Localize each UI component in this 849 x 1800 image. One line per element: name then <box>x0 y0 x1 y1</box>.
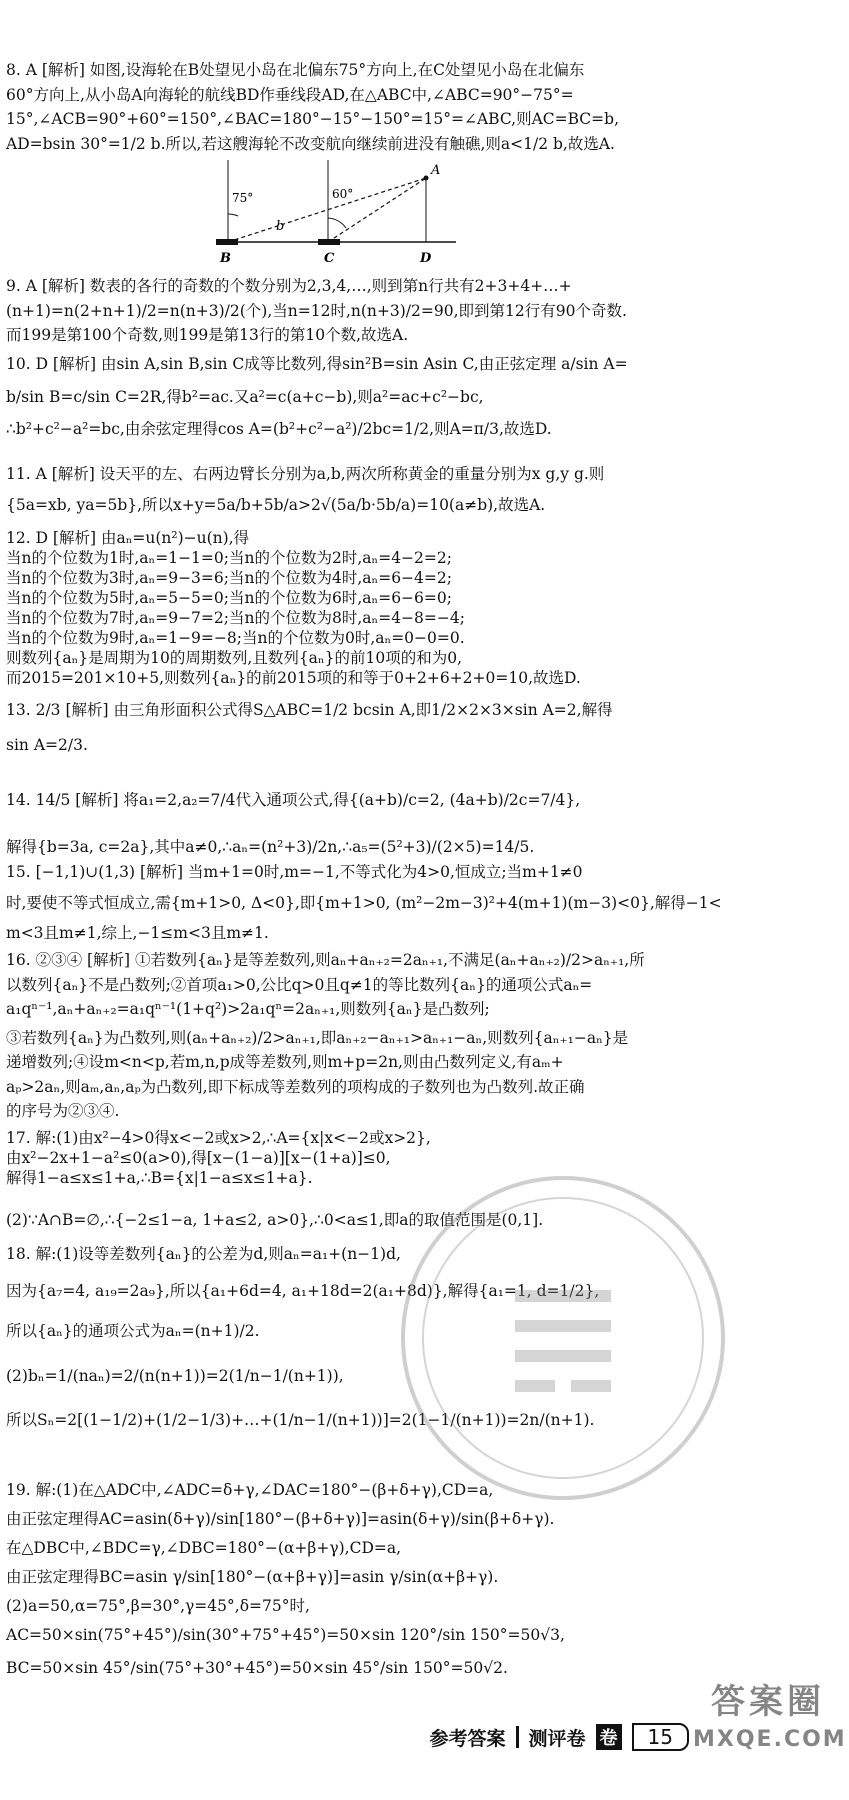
answer-11 <box>6 462 842 517</box>
answer-12-line-6: 当n的个位数为9时,aₙ=1−9=−8;当n的个位数为0时,aₙ=0−0=0. <box>6 629 465 647</box>
answer-15-line-2: 时,要使不等式恒成立,需{m+1>0, Δ<0},即{m+1>0, (m²−2m−3)²+4(m+1)(m−3)<0},解得−1< <box>6 893 722 912</box>
ship-island-diagram <box>220 160 498 268</box>
answer-12-line-3: 当n的个位数为3时,aₙ=9−3=6;当n的个位数为4时,aₙ=6−4=2; <box>6 569 452 587</box>
answer-19-line-1: 19. 解:(1)在△ADC中,∠ADC=δ+γ,∠DAC=180°−(β+δ+γ),CD=a, <box>6 1481 494 1499</box>
watermark-line-2: MXQE.COM <box>693 1727 847 1752</box>
answer-8-line-2: 60°方向上,从小岛A向海轮的航线BD作垂线段AD,在△ABC中,∠ABC=90°−75°= <box>6 85 574 104</box>
watermark-logo <box>693 1674 847 1794</box>
label-b-length: b <box>276 219 285 234</box>
answer-19-line-3: 在△DBC中,∠BDC=γ,∠DBC=180°−(α+β+γ),CD=a, <box>6 1539 402 1557</box>
answer-11-line-2: {5a=xb, ya=5b},所以x+y=5a/b+5b/a>2√(5a/b·5b/a)=10(a≠b),故选A. <box>6 495 546 514</box>
label-60: 60° <box>332 187 354 201</box>
answer-9-line-1: 9. A [解析] 数表的各行的奇数的个数分别为2,3,4,…,则到第n行共有2+3+4+…+ <box>6 277 572 295</box>
label-c: C <box>324 251 335 266</box>
seal-stamp <box>395 1170 730 1505</box>
answer-19-line-7: BC=50×sin 45°/sin(75°+30°+45°)=50×sin 45°/sin 150°=50√2. <box>6 1659 508 1677</box>
answer-12-line-7: 则数列{aₙ}是周期为10的周期数列,且数列{aₙ}的前10项的和为0, <box>6 649 463 667</box>
answer-10-line-3: ∴b²+c²−a²=bc,由余弦定理得cos A=(b²+c²−a²)/2bc=1/2,则A=π/3,故选D. <box>6 420 552 438</box>
answer-9 <box>6 274 842 348</box>
answer-18-line-3: 所以{aₙ}的通项公式为aₙ=(n+1)/2. <box>6 1322 260 1340</box>
answer-15-line-3: m<3且m≠1,综上,−1≤m<3且m≠1. <box>6 924 269 942</box>
footer-answer-label: 参考答案 <box>429 1727 506 1750</box>
footer-book-label: 测评卷 <box>528 1727 586 1750</box>
answer-14-line-1: 14. 14/5 [解析] 将a₁=2,a₂=7/4代入通项公式,得{(a+b)/c=2, (4a+b)/2c=7/4}, <box>6 791 581 809</box>
answer-16-line-7: 的序号为②③④. <box>6 1102 120 1120</box>
answer-19 <box>6 1480 842 1679</box>
watermark-line-1: 答案圈 <box>711 1682 825 1722</box>
label-b: B <box>220 251 231 266</box>
label-75: 75° <box>232 191 254 205</box>
answer-16-line-3: a₁qⁿ⁻¹,aₙ+aₙ₊₂=a₁qⁿ⁻¹(1+q²)>2a₁qⁿ=2aₙ₊₁,则数列{aₙ}是凸数列; <box>6 1000 490 1018</box>
answer-13-line-1: 13. 2/3 [解析] 由三角形面积公式得S△ABC=1/2 bcsin A,即1/2×2×3×sin A=2,解得 <box>6 701 613 719</box>
answer-8-line-3: 15°,∠ACB=90°+60°=150°,∠BAC=180°−15°−150°=15°=∠ABC,则AC=BC=b, <box>6 110 619 128</box>
answer-17-line-3: 解得1−a≤x≤1+a,∴B={x|1−a≤x≤1+a}. <box>6 1169 313 1187</box>
answer-18-line-2: 因为{a₇=4, a₁₉=2a₉},所以{a₁+6d=4, a₁+18d=2(a₁+8d)},解得{a₁=1, d=1/2}, <box>6 1281 600 1300</box>
answer-14 <box>6 780 842 859</box>
marker-c <box>318 239 340 245</box>
answer-19-line-2: 由正弦定理得AC=asin(δ+γ)/sin[180°−(β+δ+γ)]=asin(δ+γ)/sin(β+δ+γ). <box>6 1510 555 1528</box>
answer-12 <box>6 528 842 688</box>
answer-16-line-1: 16. ②③④ [解析] ①若数列{aₙ}是等差数列,则aₙ+aₙ₊₂=2aₙ₊₁,不满足(aₙ+aₙ₊₂)/2>aₙ₊₁,所 <box>6 951 645 969</box>
answer-12-line-4: 当n的个位数为5时,aₙ=5−5=0;当n的个位数为6时,aₙ=6−6=0; <box>6 589 452 607</box>
answer-16-line-5: 递增数列;④设m<n<p,若m,n,p成等差数列,则m+p=2n,则由凸数列定义,有aₘ+ <box>6 1053 564 1071</box>
answer-10-line-1: 10. D [解析] 由sin A,sin B,sin C成等比数列,得sin²B=sin Asin C,由正弦定理 a/sin A= <box>6 355 628 373</box>
answer-17-line-1: 17. 解:(1)由x²−4>0得x<−2或x>2,∴A={x|x<−2或x>2}, <box>6 1129 431 1147</box>
answer-18-line-1: 18. 解:(1)设等差数列{aₙ}的公差为d,则aₙ=a₁+(n−1)d, <box>6 1245 401 1263</box>
answer-9-line-3: 而199是第100个奇数,则199是第13行的第10个数,故选A. <box>6 326 409 344</box>
answer-10-line-2: b/sin B=c/sin C=2R,得b²=ac.又a²=c(a+c−b),则a²=ac+c²−bc, <box>6 387 484 406</box>
answer-17-line-4: (2)∵A∩B=∅,∴{−2≤1−a, 1+a≤2, a>0},∴0<a≤1,即a的取值范围是(0,1]. <box>6 1211 544 1229</box>
footer-badge: 卷 <box>596 1724 622 1750</box>
answer-12-line-8: 而2015=201×10+5,则数列{aₙ}的前2015项的和等于0+2+6+2+0=10,故选D. <box>6 669 581 687</box>
answer-19-line-5: (2)a=50,α=75°,β=30°,γ=45°,δ=75°时, <box>6 1597 310 1615</box>
answer-8 <box>6 58 842 156</box>
answer-16-line-4: ③若数列{aₙ}为凸数列,则(aₙ+aₙ₊₂)/2>aₙ₊₁,即aₙ₊₂−aₙ₊₁>aₙ₊₁−aₙ,则数列{aₙ₊₁−aₙ}是 <box>6 1028 629 1047</box>
answer-9-line-2: (n+1)=n(2+n+1)/2=n(n+3)/2(个),当n=12时,n(n+3)/2=90,即到第12行有90个奇数. <box>6 301 627 320</box>
answer-12-line-1: 12. D [解析] 由aₙ=u(n²)−u(n),得 <box>6 529 250 547</box>
answer-16-line-2: 以数列{aₙ}不是凸数列;②首项a₁>0,公比q>0且q≠1的等比数列{aₙ}的通项公式aₙ= <box>6 975 593 994</box>
answer-13-line-2: sin A=2/3. <box>6 735 88 754</box>
answer-8-line-1: 8. A [解析] 如图,设海轮在B处望见小岛在北偏东75°方向上,在C处望见小岛在北偏东 <box>6 61 585 79</box>
answer-12-line-2: 当n的个位数为1时,aₙ=1−1=0;当n的个位数为2时,aₙ=4−2=2; <box>6 549 452 567</box>
answer-16 <box>6 948 842 1124</box>
point-a <box>424 176 429 181</box>
answer-14-line-2: 解得{b=3a, c=2a},其中a≠0,∴aₙ=(n²+3)/2n,∴a₅=(5²+3)/(2×5)=14/5. <box>6 837 535 856</box>
angle-arc-75 <box>228 214 238 216</box>
answer-17-line-2: 由x²−2x+1−a²≤0(a>0),得[x−(1−a)][x−(1+a)]≤0, <box>6 1149 391 1167</box>
answer-13 <box>6 698 842 757</box>
marker-b <box>216 239 238 245</box>
answer-15-line-1: 15. [−1,1)∪(1,3) [解析] 当m+1=0时,m=−1,不等式化为4>0,恒成立;当m+1≠0 <box>6 863 583 881</box>
footer-separator <box>516 1726 519 1748</box>
answer-10 <box>6 352 842 442</box>
answer-18-line-5: 所以Sₙ=2[(1−1/2)+(1/2−1/3)+…+(1/n−1/(n+1))]=2(1−1/(n+1))=2n/(n+1). <box>6 1411 595 1429</box>
answer-8-line-4: AD=bsin 30°=1/2 b.所以,若这艘海轮不改变航向继续前进没有触礁,则a<1/2 b,故选A. <box>6 134 615 153</box>
line-ba-dashed <box>228 178 426 242</box>
answer-16-line-6: aₚ>2aₙ,则aₘ,aₙ,aₚ为凸数列,即下标成等差数列的项构成的子数列也为凸数列.故正确 <box>6 1077 585 1096</box>
label-d: D <box>420 251 432 266</box>
answer-18-line-4: (2)bₙ=1/(naₙ)=2/(n(n+1))=2(1/n−1/(n+1)), <box>6 1366 344 1385</box>
answer-12-line-5: 当n的个位数为7时,aₙ=9−7=2;当n的个位数为8时,aₙ=4−8=−4; <box>6 609 465 627</box>
page-footer <box>430 1720 689 1754</box>
answer-19-line-6: AC=50×sin(75°+45°)/sin(30°+75°+45°)=50×sin 120°/sin 150°=50√3, <box>6 1626 565 1644</box>
angle-arc-60 <box>328 218 346 228</box>
answer-11-line-1: 11. A [解析] 设天平的左、右两边臂长分别为a,b,两次所称黄金的重量分别为x g,y g.则 <box>6 465 605 483</box>
answer-15 <box>6 860 842 946</box>
label-a: A <box>431 163 441 178</box>
page-number: 15 <box>632 1723 689 1751</box>
answer-19-line-4: 由正弦定理得BC=asin γ/sin[180°−(α+β+γ)]=asin γ/sin(α+β+γ). <box>6 1568 499 1586</box>
